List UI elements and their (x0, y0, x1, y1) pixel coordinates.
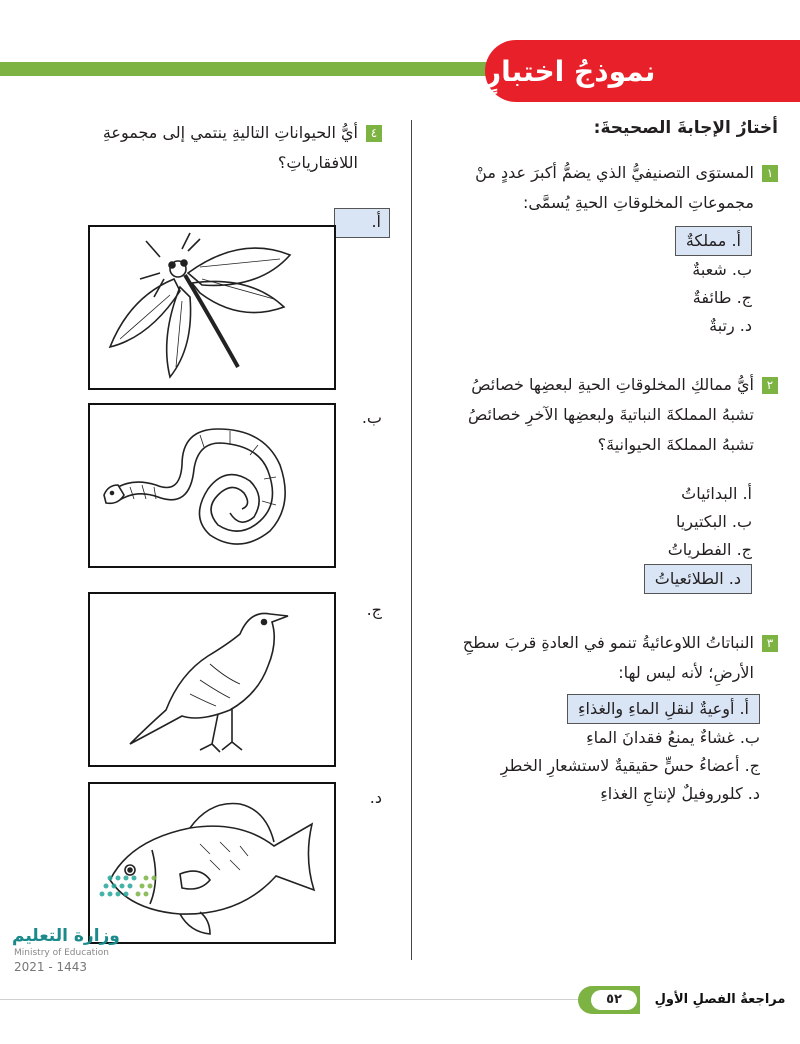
question-2-options (452, 480, 752, 594)
answer-option[interactable]: ج. أعضاءُ حسٍّ حقيقيةٌ لاستشعارِ الخطرِ (500, 756, 760, 775)
bird-icon (90, 594, 334, 765)
answer-option-selected[interactable]: أ. (334, 208, 390, 238)
answer-option[interactable]: ب. (361, 408, 382, 427)
answer-option[interactable]: د. رتبةٌ (709, 316, 752, 335)
answer-option[interactable]: أ. البدائياتُ (681, 484, 752, 503)
answer-option[interactable]: ج. الفطرياتُ (667, 540, 752, 559)
question-1 (403, 158, 778, 218)
question-text: تشبهُ المملكةَ النباتيةَ ولبعضِها الآخرِ خصائصُ (467, 405, 754, 424)
column-divider (411, 120, 412, 960)
question-text: مجموعاتِ المخلوقاتِ الحيةِ يُسمَّى: (523, 193, 754, 212)
answer-option[interactable]: ب. البكتيريا (675, 512, 752, 531)
dragonfly-image[interactable] (88, 225, 336, 390)
question-text: الأرضِ؛ لأنه ليس لها: (618, 663, 754, 682)
question-text: اللافقارياتِ؟ (277, 153, 358, 172)
instruction: أختارُ الإجابةَ الصحيحةَ: (593, 118, 778, 138)
question-3 (403, 628, 778, 688)
question-3-options (420, 694, 760, 808)
question-number: ٣ (762, 635, 778, 652)
ministry-name-arabic: وزارة التعليم (12, 926, 120, 946)
ministry-logo-icon (92, 856, 192, 916)
question-text: المستوَى التصنيفيُّ الذي يضمُّ أكبرَ عددٍ منْ (475, 163, 754, 182)
bird-image[interactable] (88, 592, 336, 767)
answer-option[interactable]: د. كلوروفيلٌ لإنتاجِ الغذاءِ (600, 784, 760, 803)
question-text: أيُّ ممالكِ المخلوقاتِ الحيةِ لبعضِها خصائصُ (471, 375, 754, 394)
header-bar (0, 62, 520, 76)
answer-option-selected[interactable]: أ. أوعيةٌ لنقلِ الماءِ والغذاءِ (567, 694, 760, 724)
dragonfly-icon (90, 227, 334, 388)
question-number: ٢ (762, 377, 778, 394)
chapter-label: مراجعةُ الفصلِ الأولِ (640, 986, 800, 1014)
question-2 (403, 370, 778, 460)
question-1-options (452, 226, 752, 340)
answer-option[interactable]: ج. طائفةٌ (692, 288, 752, 307)
answer-option-selected[interactable]: د. الطلائعياتُ (644, 564, 752, 594)
answer-option[interactable]: ج. (366, 600, 382, 619)
page-number: ٥٢ (591, 990, 637, 1010)
snake-image[interactable] (88, 403, 336, 568)
answer-option-selected[interactable]: أ. مملكةٌ (675, 226, 752, 256)
question-number: ١ (762, 165, 778, 182)
footer-line (0, 999, 578, 1000)
question-number: ٤ (366, 125, 382, 142)
answer-option[interactable]: ب. شعبةٌ (692, 260, 752, 279)
answer-option[interactable]: ب. غشاءٌ يمنعُ فقدانَ الماءِ (586, 728, 760, 747)
question-text: النباتاتُ اللاوعائيةُ تنمو في العادةِ قربَ سطحِ (462, 633, 754, 652)
question-text: أيُّ الحيواناتِ التاليةِ ينتمي إلى مجموعةِ (102, 123, 358, 142)
question-4 (22, 118, 382, 178)
question-text: تشبهُ المملكةَ الحيوانيةَ؟ (597, 435, 754, 454)
edition-year: 2021 - 1443 (14, 960, 88, 974)
answer-option[interactable]: د. (369, 788, 382, 807)
snake-icon (90, 405, 334, 566)
ministry-name-english: Ministry of Education (14, 948, 109, 958)
page-title: نموذجُ اختبارٍ (485, 40, 800, 102)
